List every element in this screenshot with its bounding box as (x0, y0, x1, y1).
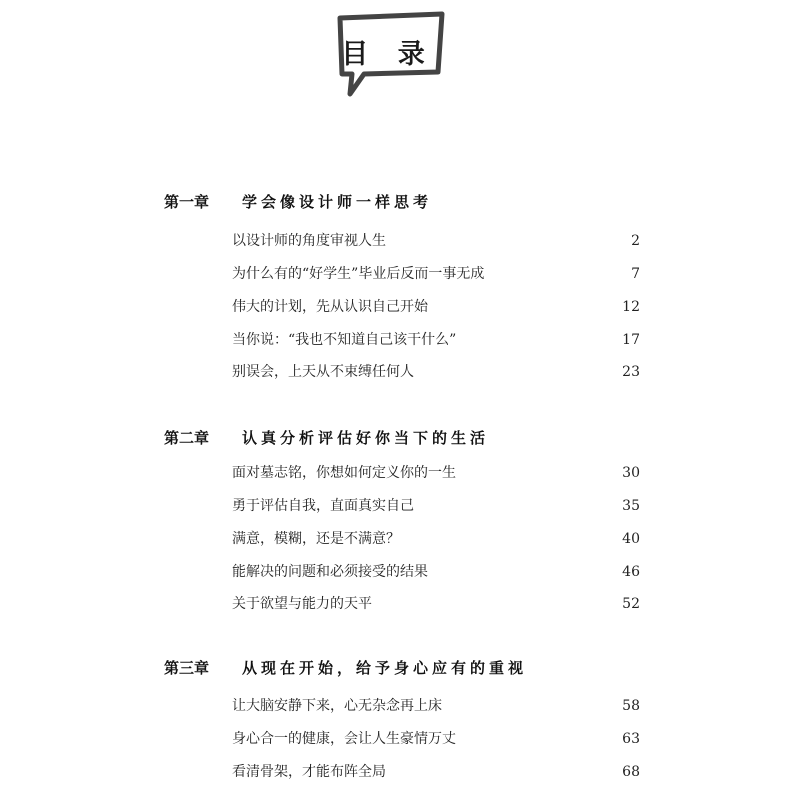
entry-page: 12 (622, 299, 640, 315)
entry-page: 7 (631, 266, 640, 282)
chapter-title: 认真分析评估好你当下的生活 (242, 429, 490, 447)
entry-title: 面对墓志铭，你想如何定义你的一生 (232, 465, 456, 481)
chapter-heading[interactable] (164, 426, 489, 450)
toc-entry[interactable] (232, 527, 640, 551)
toc-entry[interactable] (232, 328, 640, 352)
entry-title: 别误会，上天从不束缚任何人 (232, 364, 414, 380)
chapter-heading[interactable] (164, 656, 527, 680)
chapter-heading[interactable] (164, 190, 432, 214)
toc-entry[interactable] (232, 461, 640, 485)
entry-title: 关于欲望与能力的天平 (232, 596, 372, 612)
entry-page: 46 (622, 564, 640, 580)
entry-title: 勇于评估自我，直面真实自己 (232, 498, 414, 514)
chapter-number: 第二章 (164, 429, 210, 447)
entry-page: 63 (622, 731, 640, 747)
entry-title: 当你说：“我也不知道自己该干什么” (232, 332, 457, 348)
entry-page: 35 (622, 498, 640, 514)
page-title: 目 录 (341, 39, 435, 70)
entry-title: 看清骨架，才能布阵全局 (232, 764, 386, 780)
entry-title: 满意，模糊，还是不满意？ (232, 531, 400, 547)
entry-title: 伟大的计划，先从认识自己开始 (232, 299, 428, 315)
toc-entry[interactable] (232, 360, 640, 384)
toc-entry[interactable] (232, 592, 640, 616)
entry-page: 17 (622, 332, 640, 348)
entry-title: 能解决的问题和必须接受的结果 (232, 564, 428, 580)
chapter-title: 从现在开始，给予身心应有的重视 (242, 659, 528, 677)
toc-entry[interactable] (232, 295, 640, 319)
toc-entry[interactable] (232, 494, 640, 518)
entry-page: 23 (622, 364, 640, 380)
entry-page: 52 (622, 596, 640, 612)
entry-page: 68 (622, 764, 640, 780)
toc-entry[interactable] (232, 262, 640, 286)
entry-title: 为什么有的“好学生”毕业后反而一事无成 (232, 266, 485, 282)
entry-page: 40 (622, 531, 640, 547)
entry-title: 身心合一的健康，会让人生豪情万丈 (232, 731, 456, 747)
entry-title: 让大脑安静下来，心无杂念再上床 (232, 698, 442, 714)
toc-entry[interactable] (232, 694, 640, 718)
entry-title: 以设计师的角度审视人生 (232, 233, 386, 249)
toc-entry[interactable] (232, 760, 640, 784)
chapter-title: 学会像设计师一样思考 (242, 193, 433, 211)
toc-entry[interactable] (232, 229, 640, 253)
entry-page: 30 (622, 465, 640, 481)
toc-entry[interactable] (232, 560, 640, 584)
entry-page: 2 (631, 233, 640, 249)
chapter-number: 第三章 (164, 659, 210, 677)
chapter-number: 第一章 (164, 193, 210, 211)
entry-page: 58 (622, 698, 640, 714)
toc-entry[interactable] (232, 727, 640, 751)
